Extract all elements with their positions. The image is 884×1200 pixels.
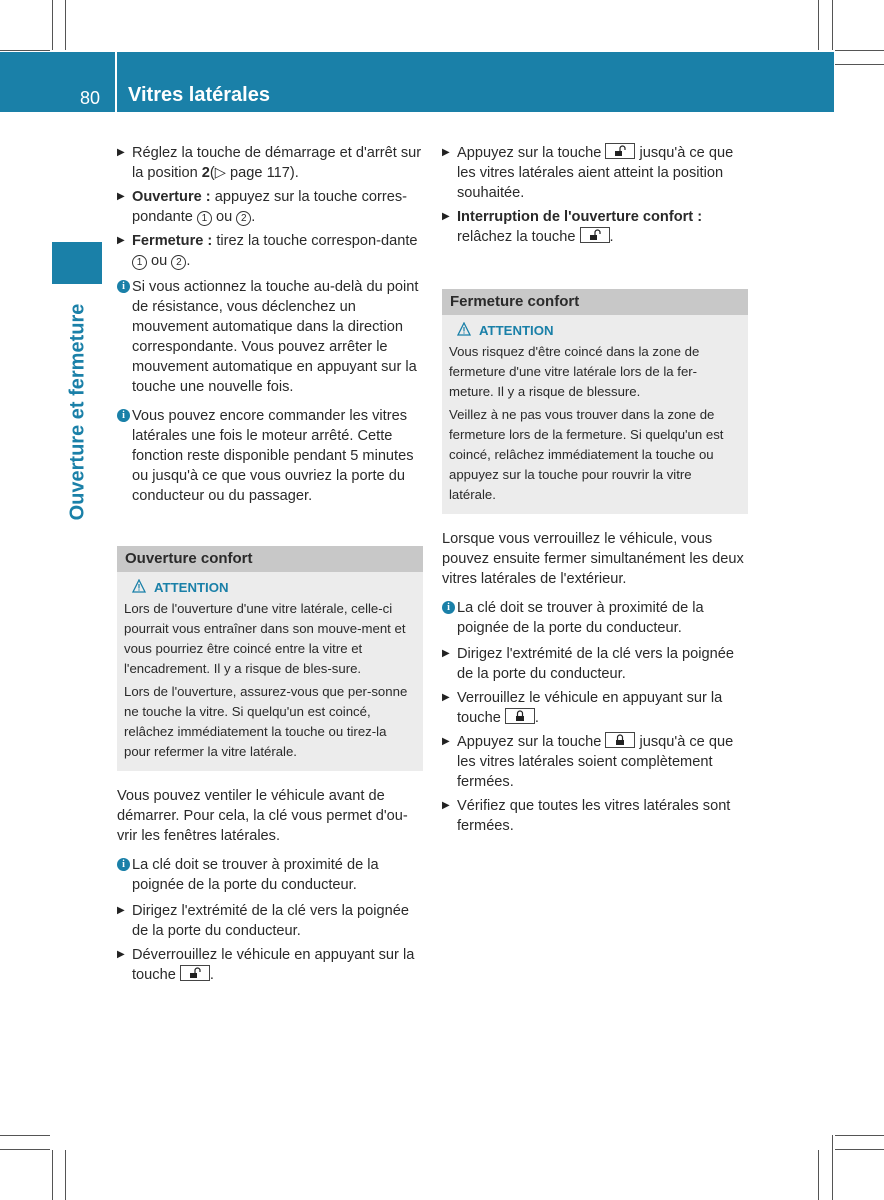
crop-mark [832,1135,833,1200]
info-note [117,406,423,506]
header-bar [0,52,834,112]
side-tab-marker [52,242,102,284]
bullet-text: Réglez la touche de démarrage et d'arrêt sur la position [132,145,422,181]
info-text: Si vous actionnez la touche au-delà du point de résistance, vous déclenchez un mouvement automatique dans la direction correspondante. Vous pouvez arrêter le mouvement automatique en appuyant sur la touche une nouvelle fois. [132,279,419,395]
crop-mark [835,50,884,51]
info-text: La clé doit se trouver à proximité de la poignée de la porte du conducteur. [457,600,704,636]
warning-box [117,572,423,771]
lock-key-button [605,732,635,748]
bullet-triangle-icon: ▶ [442,800,450,811]
warning-paragraph: Vous risquez d'être coincé dans la zone de fermeture d'une vitre latérale lors de la fer-meture. Il y a risque de blessure. [449,344,700,399]
bullet-bold-label: Interruption de l'ouverture confort : [457,209,703,225]
left-column [117,143,423,989]
crop-mark [52,0,53,50]
warning-paragraph: Veillez à ne pas vous trouver dans la zone de fermeture lors de la fermeture. Si quelqu'un est coincé, relâchez immédiatement la touche ou appuyez sur la touche pour rouvrir la vitre latérale. [449,407,724,502]
info-icon: i [442,601,455,614]
bullet-triangle-icon: ▶ [117,949,125,960]
punctuation: . [609,229,614,245]
punctuation: . [251,209,256,225]
bullet-text: jusqu'à ce que les vitres latérales aient atteint la position souhaitée. [457,145,734,201]
bullet-text: tirez la touche correspon-dante [212,233,418,249]
info-text: Vous pouvez encore commander les vitres latérales une fois le moteur arrêté. Cette fonction reste disponible pendant 5 minutes ou jusqu'à ce que vous ouvriez la porte du conducteur ou du passager. [132,408,414,504]
bullet-bold-label: Ouverture : [132,189,211,205]
crop-mark [0,50,50,51]
lock-icon [514,710,526,722]
crop-mark [832,0,833,50]
crop-mark [0,1135,50,1136]
unlock-icon [614,145,626,157]
crop-mark [835,1135,884,1136]
page-reference: (▷ page 117). [209,165,299,181]
bullet-text: ou [211,209,237,225]
warning-paragraph: Lors de l'ouverture d'une vitre latérale, celle-ci pourrait vous entraîner dans son mouve-ment et vous pourriez être coincé entre la vitre et l'encadrement. Il y a risque de bles-sure. [124,601,406,676]
crop-mark [818,0,819,50]
page-title: Vitres latérales [128,84,270,106]
lock-key-button [505,708,535,724]
list-item [117,231,423,271]
warning-title [449,321,741,341]
info-text: La clé doit se trouver à proximité de la poignée de la porte du conducteur. [132,857,379,893]
bullet-text: ou [147,253,172,269]
warning-paragraph: Lors de l'ouverture, assurez-vous que per-sonne ne touche la vitre. Si quelqu'un est coincé, relâchez immédiatement la touche ou tirez-la pour refermer la vitre latérale. [124,684,408,759]
punctuation: . [534,710,539,726]
lock-icon [614,734,626,746]
page-number: 80 [80,88,101,108]
bullet-text: Verrouillez le véhicule en appuyant sur la touche [457,690,723,726]
list-item [117,143,423,183]
bullet-triangle-icon: ▶ [117,235,125,246]
info-note [117,277,423,397]
bullet-triangle-icon: ▶ [117,191,125,202]
crop-mark [835,64,884,65]
list-item [442,688,748,728]
bullet-text: Appuyez sur la touche [457,145,606,161]
paragraph: Lorsque vous verrouillez le véhicule, vous pouvez ensuite fermer simultanément les deux vitres latérales de l'extérieur. [442,531,744,587]
crop-mark [818,1150,819,1200]
circled-number-1: 1 [132,255,147,270]
circled-number-1: 1 [197,211,212,226]
section-title: Fermeture confort [442,289,748,315]
warning-triangle-icon [132,579,146,593]
unlock-key-button [180,965,210,981]
bullet-text: Dirigez l'extrémité de la clé vers la poignée de la porte du conducteur. [132,903,409,939]
bullet-triangle-icon: ▶ [442,692,450,703]
bullet-text: appuyez sur la touche corres-pondante [132,189,407,225]
list-item [442,143,748,203]
warning-title-text: ATTENTION [479,323,554,338]
warning-title-text: ATTENTION [154,580,229,595]
bullet-triangle-icon: ▶ [117,905,125,916]
unlock-key-button [580,227,610,243]
warning-triangle-icon [457,322,471,336]
bullet-text: Déverrouillez le véhicule en appuyant sur la touche [132,947,415,983]
circled-number-2: 2 [236,211,251,226]
side-tab-label: Ouverture et fermeture [66,303,89,521]
crop-mark [65,0,66,50]
bullet-triangle-icon: ▶ [117,147,125,158]
bullet-text: Dirigez l'extrémité de la clé vers la poignée de la porte du conducteur. [457,646,734,682]
info-note [442,598,748,638]
unlock-icon [589,229,601,241]
crop-mark [52,1150,53,1200]
section-title: Ouverture confort [117,546,423,572]
info-icon: i [117,409,130,422]
paragraph: Vous pouvez ventiler le véhicule avant de démarrer. Pour cela, la clé vous permet d'ou-vrir les fenêtres latérales. [117,788,408,844]
list-item [442,644,748,684]
bullet-triangle-icon: ▶ [442,648,450,659]
punctuation: . [186,253,191,269]
unlock-key-button [605,143,635,159]
list-item [117,187,423,227]
punctuation: . [209,967,214,983]
position-number: 2 [201,165,210,181]
crop-mark [0,1149,50,1150]
list-item [442,796,748,836]
circled-number-2: 2 [171,255,186,270]
bullet-triangle-icon: ▶ [442,211,450,222]
warning-box [442,315,748,514]
bullet-text: relâchez la touche [457,229,580,245]
crop-mark [65,1150,66,1200]
list-item [117,901,423,941]
warning-title [124,578,416,598]
bullet-text: jusqu'à ce que les vitres latérales soient complètement fermées. [457,734,734,790]
info-note [117,855,423,895]
list-item [442,732,748,792]
unlock-icon [189,967,201,979]
info-icon: i [117,858,130,871]
bullet-triangle-icon: ▶ [442,147,450,158]
crop-mark [835,1149,884,1150]
bullet-text: Appuyez sur la touche [457,734,606,750]
right-column [442,143,748,840]
bullet-text: Vérifiez que toutes les vitres latérales sont fermées. [457,798,731,834]
list-item [442,207,748,247]
bullet-bold-label: Fermeture : [132,233,213,249]
info-icon: i [117,280,130,293]
list-item [117,945,423,985]
header-divider [115,52,117,112]
bullet-triangle-icon: ▶ [442,736,450,747]
